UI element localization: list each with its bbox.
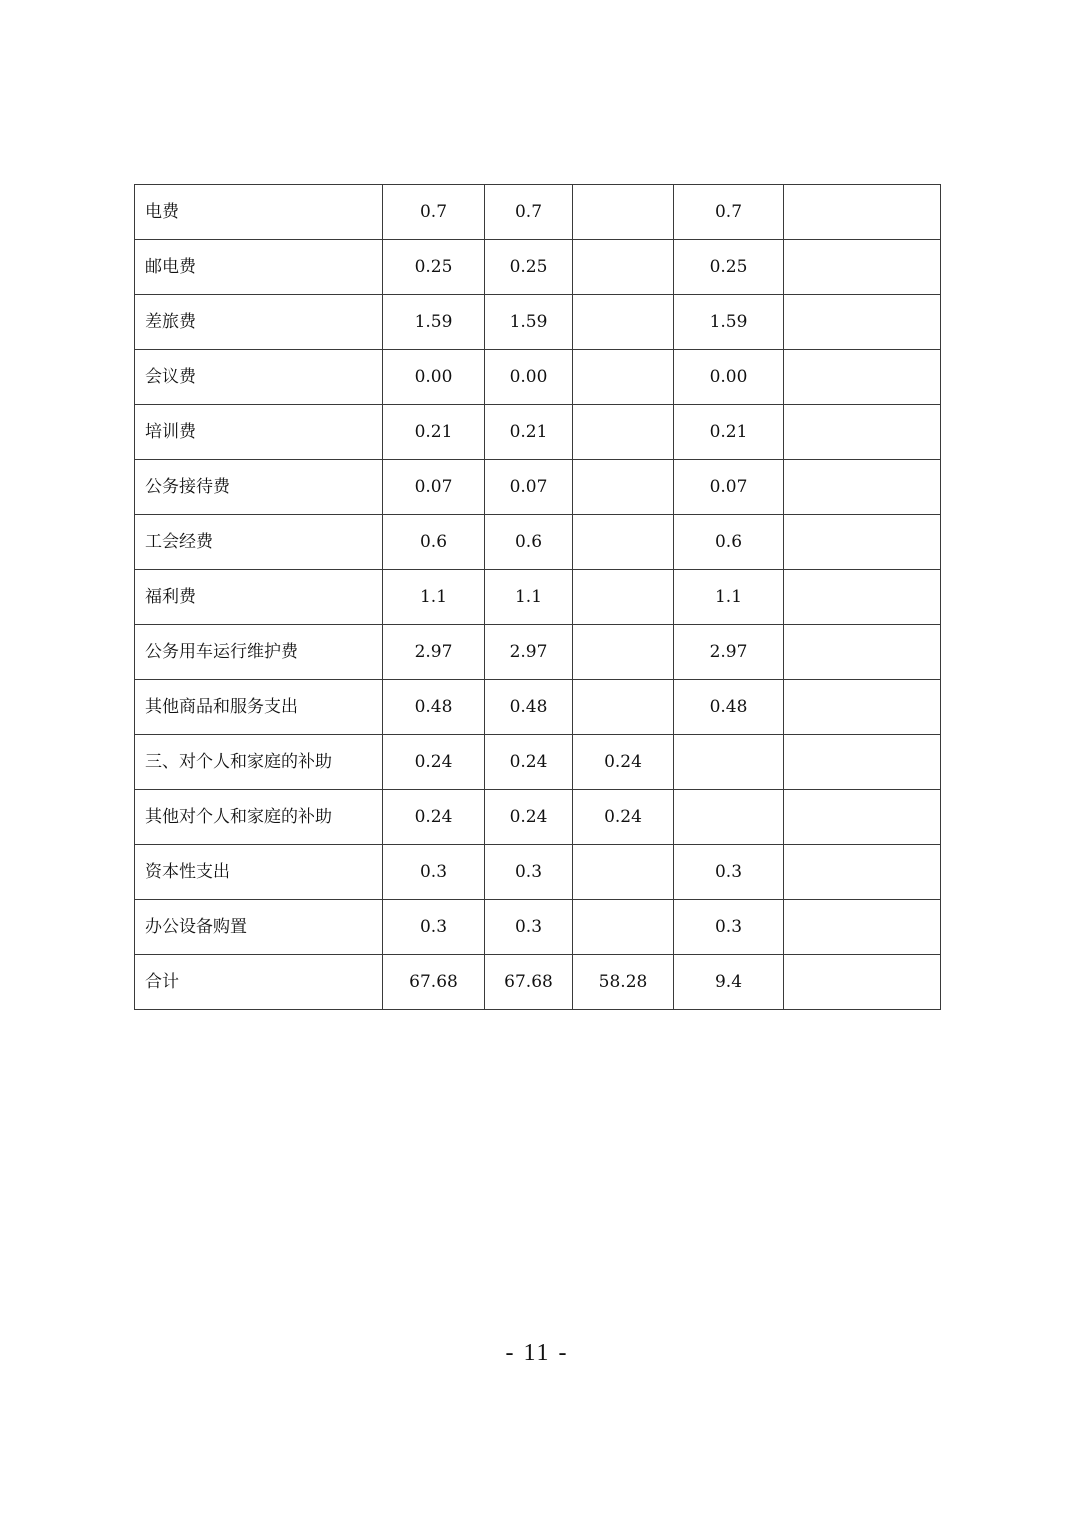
cell-col5 [784, 790, 941, 845]
cell-col4: 0.00 [674, 350, 784, 405]
cell-col2: 1.59 [485, 295, 573, 350]
cell-col3 [573, 570, 674, 625]
cell-col1: 67.68 [383, 955, 485, 1010]
cell-col2: 0.07 [485, 460, 573, 515]
cell-col2: 1.1 [485, 570, 573, 625]
cell-col1: 0.7 [383, 185, 485, 240]
row-item-label: 资本性支出 [135, 845, 383, 900]
cell-col3: 58.28 [573, 955, 674, 1010]
table-body [135, 185, 941, 1010]
cell-col4: 0.7 [674, 185, 784, 240]
row-item-label: 其他对个人和家庭的补助 [135, 790, 383, 845]
cell-col1: 0.6 [383, 515, 485, 570]
cell-col3 [573, 845, 674, 900]
cell-col3 [573, 460, 674, 515]
cell-col1: 0.3 [383, 845, 485, 900]
cell-col4: 0.21 [674, 405, 784, 460]
cell-col3 [573, 405, 674, 460]
row-item-label: 三、对个人和家庭的补助 [135, 735, 383, 790]
cell-col1: 0.24 [383, 735, 485, 790]
cell-col5 [784, 955, 941, 1010]
cell-col1: 0.24 [383, 790, 485, 845]
cell-col5 [784, 680, 941, 735]
table-row-total [135, 955, 941, 1010]
row-item-label: 其他商品和服务支出 [135, 680, 383, 735]
table-row [135, 240, 941, 295]
cell-col4: 1.1 [674, 570, 784, 625]
table-row [135, 185, 941, 240]
table-row [135, 845, 941, 900]
cell-col3 [573, 515, 674, 570]
table-row [135, 350, 941, 405]
cell-col5 [784, 570, 941, 625]
table-row [135, 625, 941, 680]
cell-col4: 1.59 [674, 295, 784, 350]
cell-col2: 0.21 [485, 405, 573, 460]
cell-col1: 2.97 [383, 625, 485, 680]
cell-col4: 2.97 [674, 625, 784, 680]
cell-col2: 0.3 [485, 900, 573, 955]
cell-col3 [573, 680, 674, 735]
cell-col4: 0.3 [674, 900, 784, 955]
page-number: - 11 - [505, 1340, 569, 1366]
cell-col5 [784, 240, 941, 295]
cell-col3: 0.24 [573, 735, 674, 790]
cell-col5 [784, 350, 941, 405]
cell-col1: 0.07 [383, 460, 485, 515]
cell-col1: 1.59 [383, 295, 485, 350]
table-row [135, 900, 941, 955]
cell-col1: 0.3 [383, 900, 485, 955]
cell-col5 [784, 460, 941, 515]
row-item-label: 差旅费 [135, 295, 383, 350]
table-row [135, 460, 941, 515]
cell-col4 [674, 735, 784, 790]
row-item-label: 合计 [135, 955, 383, 1010]
cell-col4: 0.6 [674, 515, 784, 570]
cell-col2: 0.3 [485, 845, 573, 900]
table-row [135, 790, 941, 845]
cell-col5 [784, 185, 941, 240]
row-item-label: 公务接待费 [135, 460, 383, 515]
table-row [135, 295, 941, 350]
cell-col2: 0.48 [485, 680, 573, 735]
table-row [135, 680, 941, 735]
cell-col4: 9.4 [674, 955, 784, 1010]
cell-col4: 0.07 [674, 460, 784, 515]
table-row [135, 405, 941, 460]
cell-col1: 0.21 [383, 405, 485, 460]
cell-col2: 67.68 [485, 955, 573, 1010]
row-item-label: 电费 [135, 185, 383, 240]
table-row [135, 515, 941, 570]
cell-col2: 0.6 [485, 515, 573, 570]
row-item-label: 邮电费 [135, 240, 383, 295]
cell-col5 [784, 625, 941, 680]
row-item-label: 公务用车运行维护费 [135, 625, 383, 680]
cell-col2: 2.97 [485, 625, 573, 680]
row-item-label: 福利费 [135, 570, 383, 625]
cell-col3 [573, 240, 674, 295]
cell-col5 [784, 515, 941, 570]
cell-col3 [573, 185, 674, 240]
cell-col2: 0.24 [485, 790, 573, 845]
cell-col1: 0.48 [383, 680, 485, 735]
budget-table [134, 184, 941, 1010]
cell-col3 [573, 350, 674, 405]
cell-col5 [784, 900, 941, 955]
row-item-label: 会议费 [135, 350, 383, 405]
cell-col3 [573, 900, 674, 955]
cell-col4 [674, 790, 784, 845]
cell-col1: 1.1 [383, 570, 485, 625]
row-item-label: 工会经费 [135, 515, 383, 570]
cell-col4: 0.48 [674, 680, 784, 735]
cell-col3 [573, 625, 674, 680]
cell-col5 [784, 845, 941, 900]
table-row [135, 570, 941, 625]
cell-col5 [784, 735, 941, 790]
cell-col3: 0.24 [573, 790, 674, 845]
cell-col1: 0.25 [383, 240, 485, 295]
table-row [135, 735, 941, 790]
cell-col1: 0.00 [383, 350, 485, 405]
cell-col3 [573, 295, 674, 350]
row-item-label: 培训费 [135, 405, 383, 460]
row-item-label: 办公设备购置 [135, 900, 383, 955]
cell-col2: 0.7 [485, 185, 573, 240]
cell-col4: 0.3 [674, 845, 784, 900]
cell-col5 [784, 405, 941, 460]
cell-col4: 0.25 [674, 240, 784, 295]
cell-col5 [784, 295, 941, 350]
cell-col2: 0.00 [485, 350, 573, 405]
cell-col2: 0.24 [485, 735, 573, 790]
cell-col2: 0.25 [485, 240, 573, 295]
